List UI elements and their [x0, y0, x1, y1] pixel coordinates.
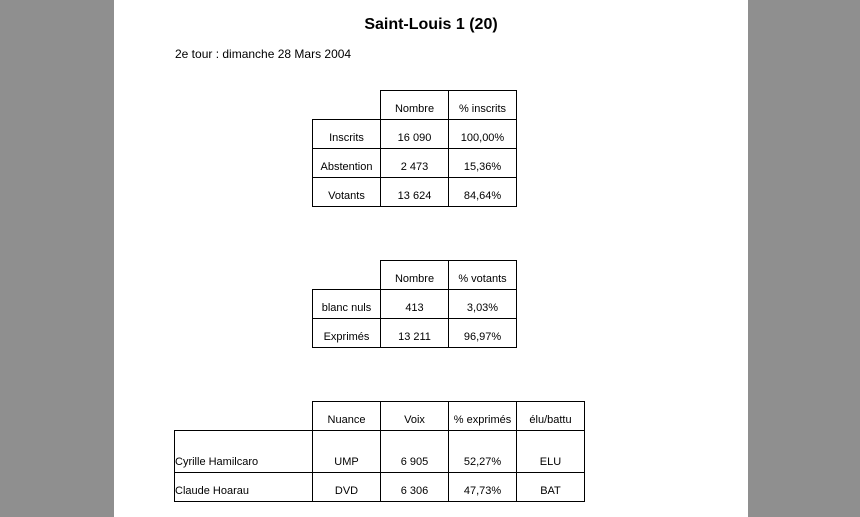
empty-corner-cell: [175, 402, 313, 431]
candidate-name: Claude Hoarau: [175, 473, 313, 502]
table-row: [313, 120, 517, 149]
table-header-row: [313, 91, 517, 120]
votes-cell: 6 306: [381, 473, 449, 502]
table-header-row: [175, 402, 585, 431]
round-date: 2e tour : dimanche 28 Mars 2004: [175, 47, 352, 61]
percent-cell: 100,00%: [449, 120, 517, 149]
table-row: [313, 290, 517, 319]
row-label: Abstention: [313, 149, 381, 178]
percent-cell: 15,36%: [449, 149, 517, 178]
votes-cell: 6 905: [381, 431, 449, 473]
nuance-cell: DVD: [313, 473, 381, 502]
page-title: Saint-Louis 1 (20): [364, 16, 498, 33]
percent-cell: 84,64%: [449, 178, 517, 207]
count-cell: 2 473: [381, 149, 449, 178]
nuance-cell: UMP: [313, 431, 381, 473]
percent-cell: 96,97%: [449, 319, 517, 348]
column-header: % exprimés: [449, 402, 517, 431]
column-header: élu/battu: [517, 402, 585, 431]
count-cell: 13 624: [381, 178, 449, 207]
percent-cell: 3,03%: [449, 290, 517, 319]
table-row: [175, 473, 585, 502]
percent-cell: 52,27%: [449, 431, 517, 473]
table-row: [313, 149, 517, 178]
row-label: Votants: [313, 178, 381, 207]
suffrages-table: [312, 260, 517, 348]
empty-corner-cell: [313, 91, 381, 120]
table-row: [313, 319, 517, 348]
column-header: Nuance: [313, 402, 381, 431]
participation-table: [312, 90, 517, 207]
row-label: Inscrits: [313, 120, 381, 149]
row-label: Exprimés: [313, 319, 381, 348]
count-cell: 413: [381, 290, 449, 319]
column-header: % inscrits: [449, 91, 517, 120]
count-cell: 16 090: [381, 120, 449, 149]
count-cell: 13 211: [381, 319, 449, 348]
result-cell: BAT: [517, 473, 585, 502]
empty-corner-cell: [313, 261, 381, 290]
table-row: [313, 178, 517, 207]
table-row: [175, 431, 585, 473]
candidate-name: Cyrille Hamilcaro: [175, 431, 313, 473]
row-label: blanc nuls: [313, 290, 381, 319]
column-header: % votants: [449, 261, 517, 290]
table-header-row: [313, 261, 517, 290]
percent-cell: 47,73%: [449, 473, 517, 502]
document-page: [114, 0, 748, 517]
column-header: Nombre: [381, 91, 449, 120]
column-header: Nombre: [381, 261, 449, 290]
column-header: Voix: [381, 402, 449, 431]
result-cell: ELU: [517, 431, 585, 473]
candidates-table: [174, 401, 585, 502]
